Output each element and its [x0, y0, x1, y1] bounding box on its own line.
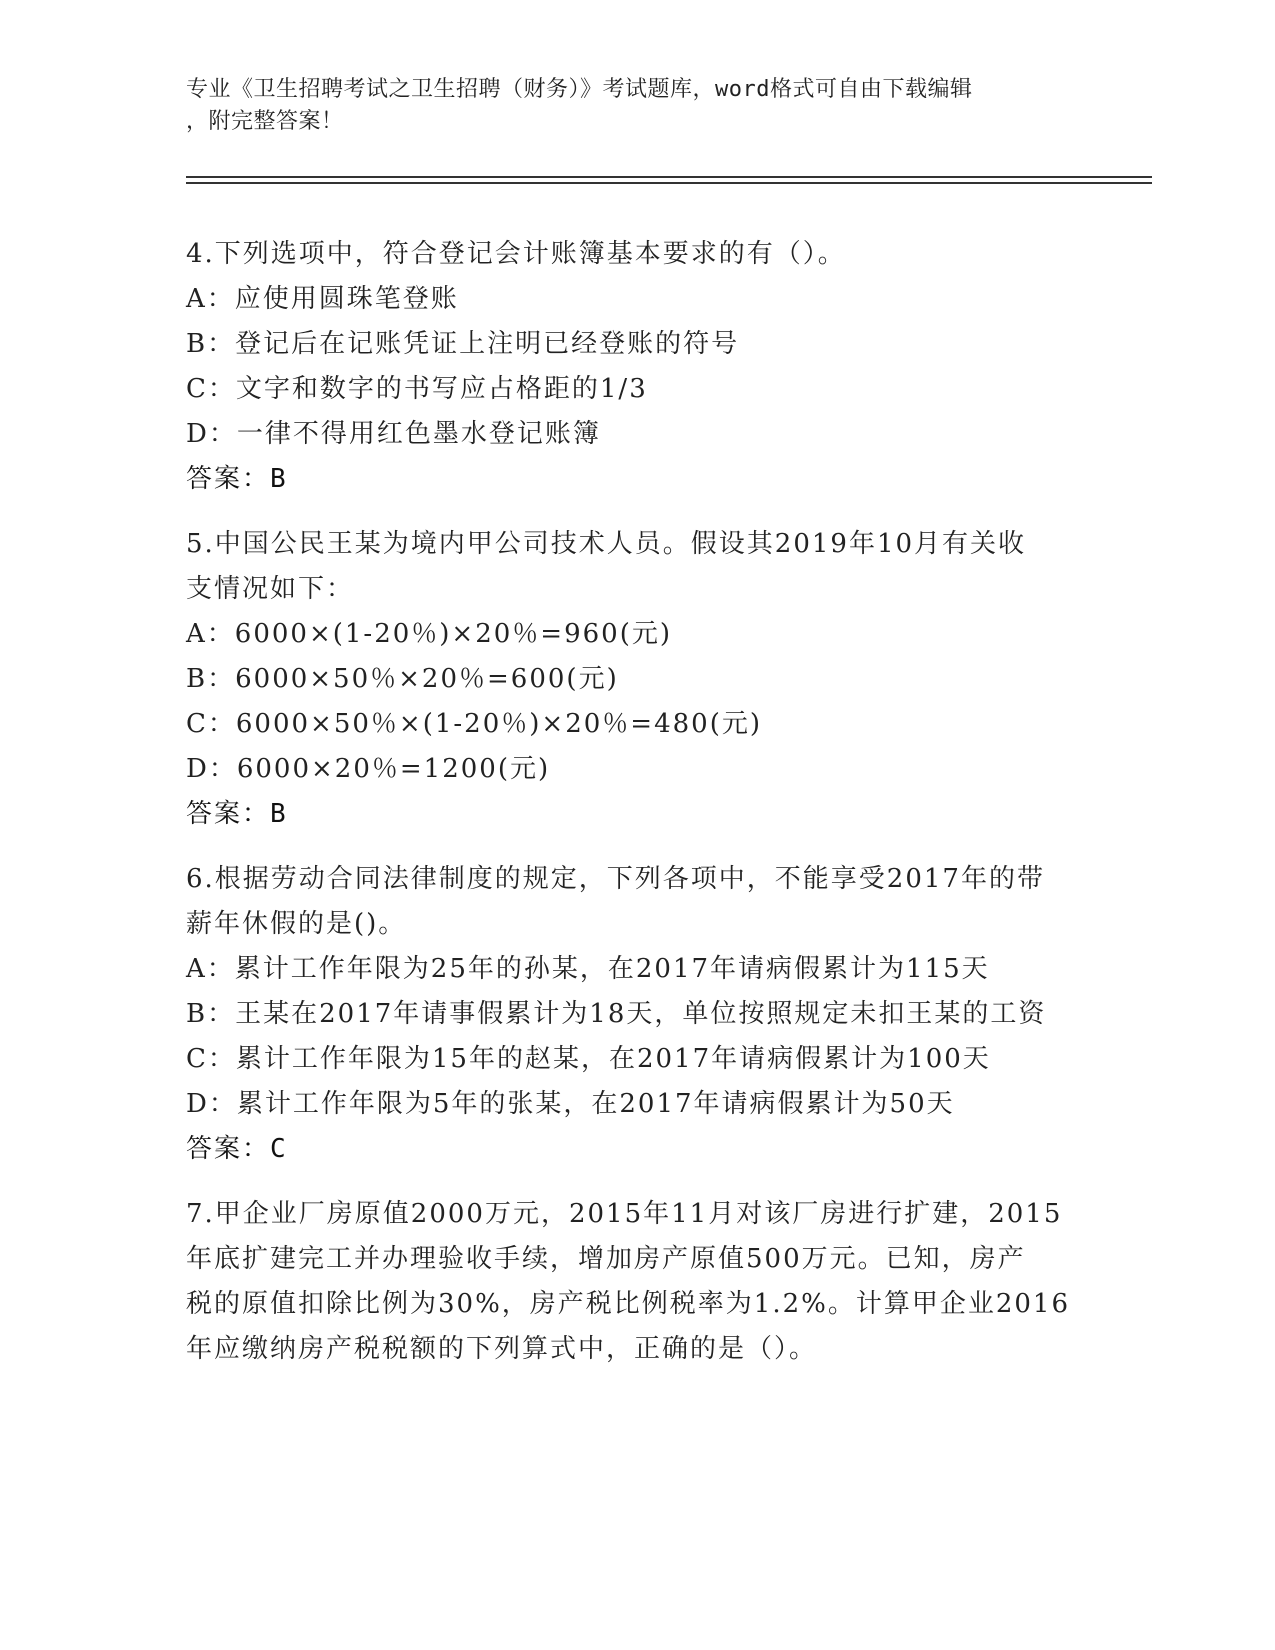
question-stem: 7.甲企业厂房原值2000万元，2015年11月对该厂房进行扩建，2015 [186, 1199, 1063, 1229]
answer-label: 答案： [186, 799, 271, 829]
option-a: A：累计工作年限为25年的孙某，在2017年请病假累计为115天 [186, 954, 990, 984]
question-stem: 6.根据劳动合同法律制度的规定，下列各项中，不能享受2017年的带 [186, 864, 1045, 894]
question-stem: 支情况如下： [186, 574, 355, 604]
question-7 [186, 1192, 1086, 1372]
answer-value: C [270, 1134, 286, 1164]
option-b: B：6000×50％×20％=600(元) [186, 664, 619, 694]
question-stem: 5.中国公民王某为境内甲公司技术人员。假设其2019年10月有关收 [186, 529, 1027, 559]
option-d: D：一律不得用红色墨水登记账簿 [186, 419, 601, 449]
answer-line [186, 1127, 1086, 1172]
option-c: C：6000×50％×(1-20％)×20％=480(元) [186, 709, 762, 739]
question-stem: 年应缴纳房产税税额的下列算式中，正确的是（）。 [186, 1334, 818, 1364]
question-6 [186, 857, 1086, 1172]
question-4 [186, 232, 1086, 502]
header-divider-bottom [186, 182, 1152, 184]
answer-value: B [270, 799, 286, 829]
option-d: D：累计工作年限为5年的张某，在2017年请病假累计为50天 [186, 1089, 955, 1119]
document-header [186, 74, 1066, 138]
question-stem: 税的原值扣除比例为30%，房产税比例税率为1.2%。计算甲企业2016 [186, 1289, 1071, 1319]
question-stem: 年底扩建完工并办理验收手续，增加房产原值500万元。已知，房产 [186, 1244, 1026, 1274]
answer-line [186, 457, 1086, 502]
header-divider-top [186, 176, 1152, 178]
answer-value: B [270, 464, 286, 494]
question-list [186, 232, 1086, 1392]
option-a: A：6000×(1-20％)×20％=960(元) [186, 619, 672, 649]
option-a: A：应使用圆珠笔登账 [186, 284, 459, 314]
header-line-2: ，附完整答案！ [186, 109, 344, 134]
answer-label: 答案： [186, 464, 271, 494]
answer-line [186, 792, 1086, 837]
question-stem: 薪年休假的是()。 [186, 909, 407, 939]
answer-label: 答案： [186, 1134, 271, 1164]
option-c: C：累计工作年限为15年的赵某，在2017年请病假累计为100天 [186, 1044, 991, 1074]
header-line-1: 专业《卫生招聘考试之卫生招聘（财务）》考试题库，word格式可自由下载编辑 [186, 77, 973, 102]
option-d: D：6000×20％=1200(元) [186, 754, 551, 784]
option-c: C：文字和数字的书写应占格距的1/3 [186, 374, 648, 404]
option-b: B：登记后在记账凭证上注明已经登账的符号 [186, 329, 740, 359]
question-stem: 4.下列选项中，符合登记会计账簿基本要求的有（）。 [186, 239, 846, 269]
option-b: B：王某在2017年请事假累计为18天，单位按照规定未扣王某的工资 [186, 999, 1047, 1029]
question-5 [186, 522, 1086, 837]
